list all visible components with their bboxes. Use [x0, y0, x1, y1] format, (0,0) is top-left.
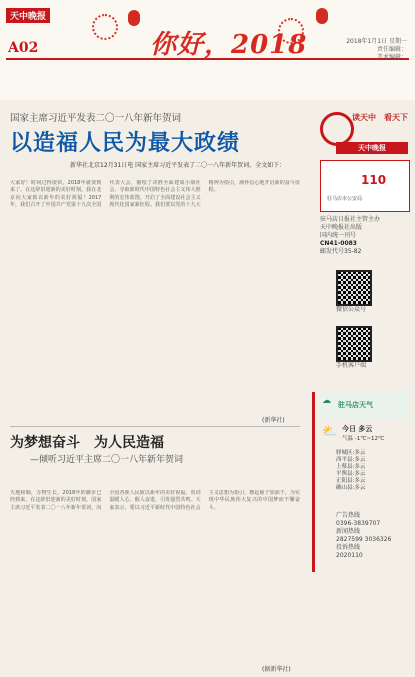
info-line: 国内统一刊号 — [320, 232, 357, 239]
lantern-icon — [316, 8, 328, 24]
info-line: 驻马店日报社主管主办 — [320, 216, 381, 223]
second-headline: 为梦想奋斗 为人民造福 — [10, 435, 164, 451]
dateline-date: 2018年1月1日 星期一 — [346, 38, 407, 45]
lead-credit: (新华社) — [262, 417, 285, 424]
lead-headline: 以造福人民为最大政绩 — [10, 131, 241, 156]
weather-row: 驿城区:多云 — [336, 450, 366, 456]
info-line: 邮发代号35-82 — [320, 248, 362, 255]
new-year-greeting: 你好，2018 — [150, 30, 308, 60]
ad-number: 110 — [361, 173, 387, 187]
weather-list — [336, 450, 408, 492]
contact-info — [336, 512, 408, 560]
weather-row: 确山县:多云 — [336, 485, 366, 491]
second-article-body: 天地和顺，万物生长。2018年的脚步已经到来。在这辞旧迎新的美好时刻，国家主席习近平发表二〇一八年新年贺词，向全国各族人民致以新年的美好祝福。贺词温暖人心、催人奋进，引发强烈共鸣。大家表示，要以习近平新时代中国特色社会主义思想为指引，撸起袖子加油干，为实现中华民族伟大复兴的中国梦而不懈奋斗。 — [10, 490, 300, 511]
info-line: CN41-0083 — [320, 240, 357, 247]
cloud-icon: ☁ — [322, 396, 331, 406]
second-credit: (据新华社) — [262, 666, 291, 673]
qr-code-icon — [336, 270, 372, 306]
sidebar-slogan: 读天中 看天下 — [352, 113, 408, 122]
contact-label: 投诉热线 — [336, 544, 361, 551]
weather-row: 平舆县:多云 — [336, 471, 366, 477]
weather-row: 正阳县:多云 — [336, 478, 366, 484]
lantern-icon — [128, 10, 140, 26]
contact-number: 2827599 3036326 — [336, 536, 392, 543]
info-line: 天中晚报社出版 — [320, 224, 363, 231]
contact-number: 2020110 — [336, 552, 363, 559]
dateline-art: 美术编辑： — [376, 54, 407, 61]
weather-temp: 气温 -1℃~12℃ — [342, 436, 385, 442]
page-number: A02 — [8, 40, 39, 56]
qr-label: 微信公众号 — [336, 306, 367, 313]
publication-info — [320, 216, 410, 256]
contact-label: 新闻热线 — [336, 528, 361, 535]
sidebar-accent — [312, 392, 315, 572]
lead-byline: 新华社北京12月31日电 国家主席习近平发表了二〇一八年新年贺词。全文如下： — [70, 162, 286, 169]
weather-header — [320, 392, 410, 420]
weather-row: 西平县:多云 — [336, 457, 366, 463]
firework-icon — [92, 14, 118, 40]
contact-number: 0396-3839707 — [336, 520, 381, 527]
sun-cloud-icon: ⛅ — [322, 424, 337, 438]
ad-caption: 驻马店市公安局 — [327, 196, 363, 202]
second-subtitle: —倾听习近平主席二〇一八年新年贺词 — [30, 455, 184, 465]
lead-article-body: 大家好！时间过得很快，2018年就要到来了。在这辞旧迎新的美好时刻，我在北京向大家致以新年的美好祝福！2017年，我们召开了中国共产党第十九次全国代表大会，描绘了决胜全面建成小康社会、夺取新时代中国特色社会主义伟大胜利的宏伟蓝图，开启了全面建设社会主义现代化国家新征程。我们要以党的十九大精神为指引，满怀信心地开启新的奋斗征程。 — [10, 180, 300, 209]
dateline — [287, 38, 407, 62]
qr-code-icon — [336, 326, 372, 362]
paper-logo-icon — [320, 112, 354, 146]
weather-title: 驻马店天气 — [338, 401, 373, 409]
paper-name: 天中晚报 — [6, 8, 50, 23]
contact-label: 广告热线 — [336, 512, 361, 519]
qr-label: 手机客户端 — [336, 362, 367, 369]
dateline-editor: 责任编辑： — [376, 46, 407, 53]
weather-today: 今日 多云 — [342, 425, 373, 433]
lead-subtitle: 国家主席习近平发表二〇一八年新年贺词 — [10, 113, 182, 124]
police-ad — [320, 160, 410, 212]
weather-row: 上蔡县:多云 — [336, 464, 366, 470]
section-divider — [10, 426, 300, 427]
sidebar-banner: 天中晚报 — [336, 142, 408, 154]
